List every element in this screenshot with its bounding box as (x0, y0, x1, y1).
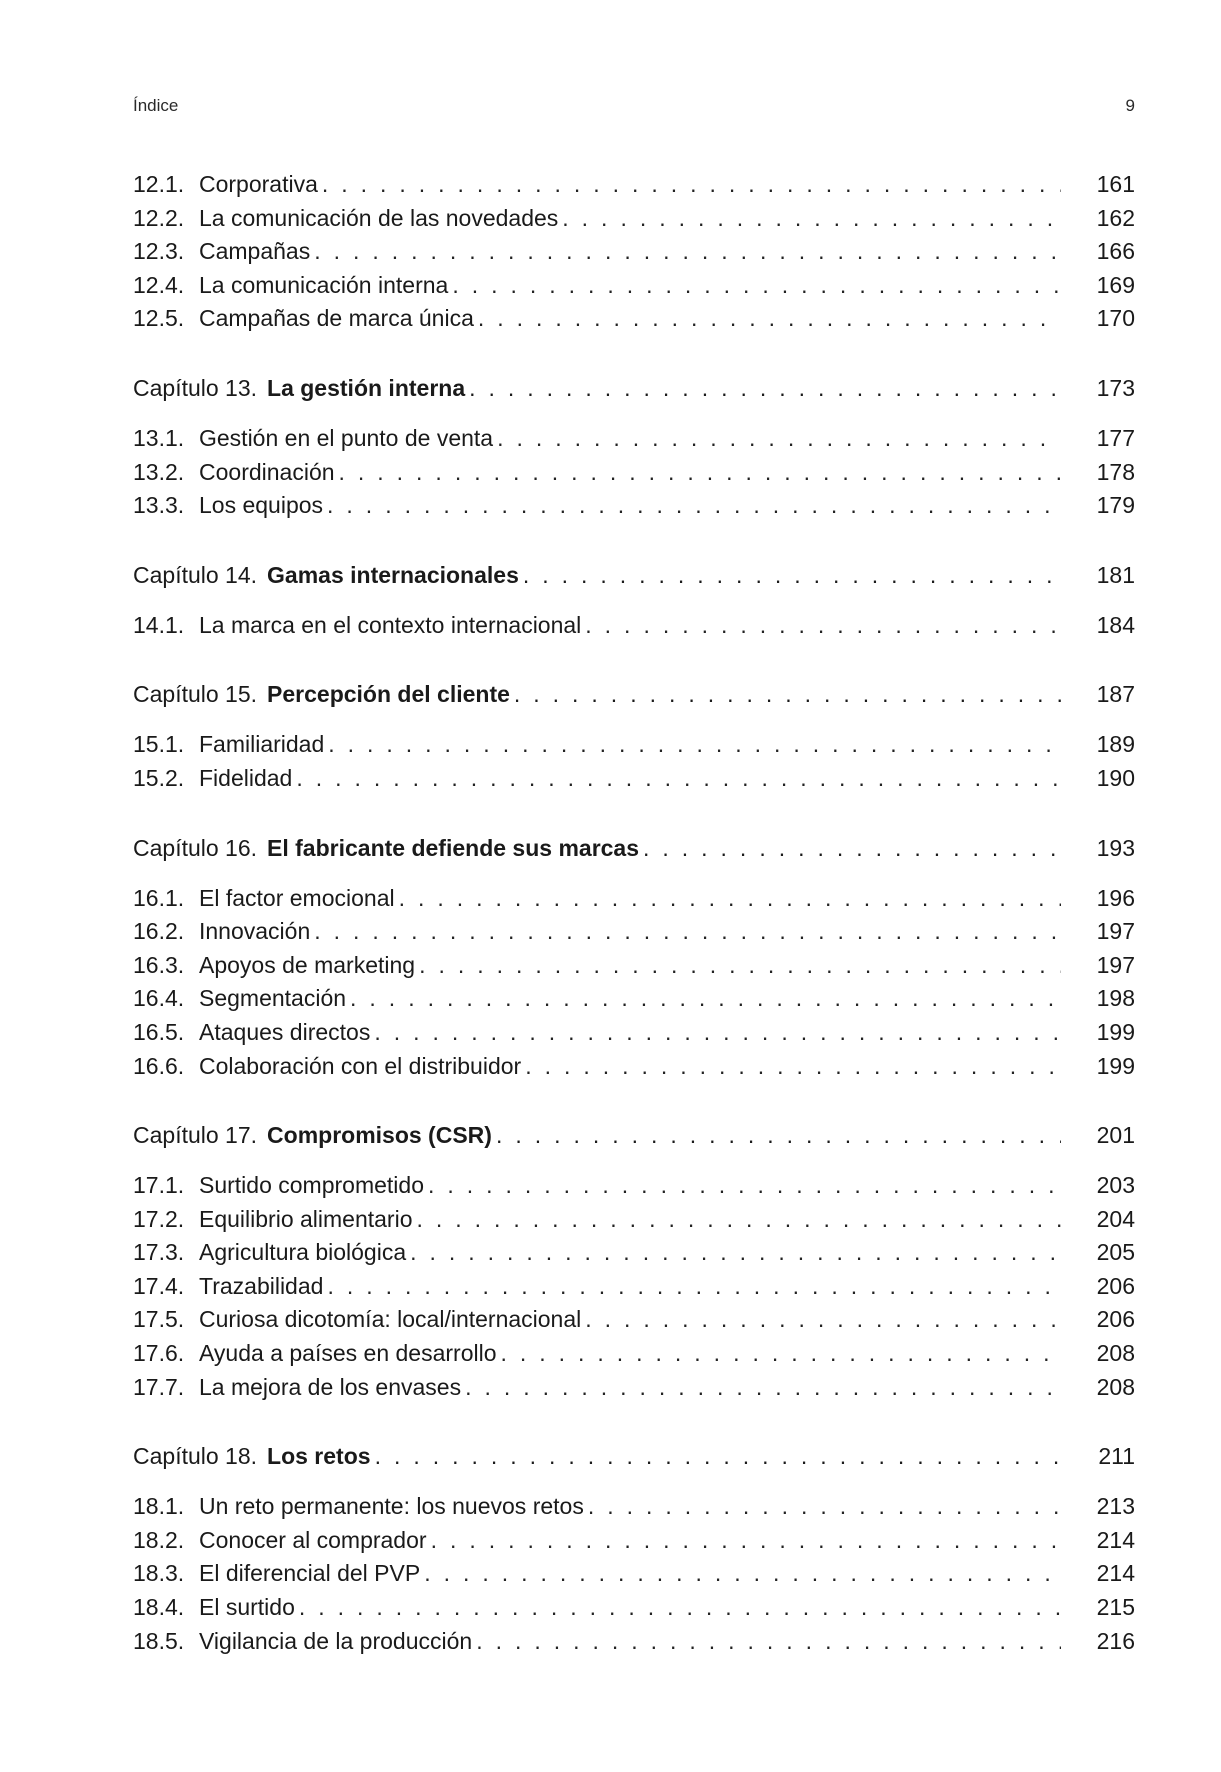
entry-title: Gestión en el punto de venta (199, 424, 494, 451)
toc-entry (133, 489, 1135, 523)
toc-entry (133, 609, 1135, 643)
dot-leader (350, 982, 1061, 1016)
entry-title: Apoyos de marketing (199, 951, 416, 978)
dot-leader (452, 269, 1061, 303)
toc-entry (133, 168, 1135, 202)
toc-chapter (133, 830, 1135, 866)
dot-leader (585, 1303, 1061, 1337)
entry-page: 214 (1096, 1560, 1135, 1587)
entry-number: 16.6. (133, 1052, 185, 1079)
entry-page: 177 (1096, 424, 1135, 451)
entry-title: La mejora de los envases (199, 1373, 462, 1400)
chapter-label: Capítulo 16. (133, 834, 258, 861)
entry-title: Conocer al comprador (199, 1526, 427, 1553)
entry-title: Trazabilidad (199, 1272, 324, 1299)
toc-entry (133, 1591, 1135, 1625)
toc-chapter (133, 370, 1135, 406)
chapter-page: 173 (1096, 374, 1135, 401)
entry-title: La comunicación interna (199, 271, 449, 298)
entry-page: 178 (1096, 458, 1135, 485)
dot-leader (514, 676, 1061, 712)
document-page (133, 96, 1135, 1658)
dot-leader (643, 830, 1061, 866)
chapter-label: Capítulo 17. (133, 1122, 258, 1149)
entry-number: 17.7. (133, 1373, 185, 1400)
toc-entry (133, 1524, 1135, 1558)
entry-number: 12.2. (133, 204, 185, 231)
entry-page: 196 (1096, 884, 1135, 911)
entry-title: Segmentación (199, 985, 347, 1012)
chapter-page: 211 (1098, 1443, 1135, 1470)
entry-number: 13.2. (133, 458, 185, 485)
entry-page: 197 (1096, 951, 1135, 978)
entry-page: 206 (1096, 1272, 1135, 1299)
chapter-title: Los retos (267, 1443, 371, 1470)
chapter-title: El fabricante defiende sus marcas (267, 834, 640, 861)
entry-title: Ayuda a países en desarrollo (199, 1340, 497, 1367)
page-number: 9 (1125, 96, 1135, 115)
entry-page: 216 (1096, 1627, 1135, 1654)
dot-leader (327, 489, 1061, 523)
entry-number: 13.1. (133, 424, 185, 451)
entry-number: 15.2. (133, 764, 185, 791)
dot-leader (501, 1337, 1062, 1371)
toc-entry (133, 1337, 1135, 1371)
toc-entry (133, 1557, 1135, 1591)
chapter-label: Capítulo 14. (133, 561, 258, 588)
dot-leader (314, 915, 1061, 949)
dot-leader (296, 762, 1061, 796)
chapter-title: La gestión interna (267, 374, 466, 401)
entry-number: 15.1. (133, 731, 185, 758)
toc-entry (133, 1490, 1135, 1524)
entry-title: Fidelidad (199, 764, 293, 791)
toc-entry (133, 1203, 1135, 1237)
entry-page: 189 (1096, 731, 1135, 758)
dot-leader (496, 1117, 1061, 1153)
dot-leader (478, 302, 1061, 336)
entry-title: Campañas de marca única (199, 305, 474, 332)
entry-number: 12.1. (133, 171, 185, 197)
toc-entry (133, 915, 1135, 949)
toc-entry (133, 1270, 1135, 1304)
entry-title: La marca en el contexto internacional (199, 611, 582, 638)
entry-page: 204 (1096, 1205, 1135, 1232)
dot-leader (327, 1270, 1061, 1304)
chapter-label: Capítulo 18. (133, 1443, 258, 1470)
table-of-contents (133, 168, 1135, 1658)
entry-page: 205 (1096, 1239, 1135, 1266)
entry-page: 203 (1096, 1172, 1135, 1199)
entry-page: 215 (1096, 1594, 1135, 1621)
entry-number: 12.4. (133, 271, 185, 298)
toc-entry (133, 1625, 1135, 1659)
toc-entry (133, 302, 1135, 336)
entry-page: 184 (1096, 611, 1135, 638)
entry-page: 199 (1096, 1052, 1135, 1079)
entry-number: 12.5. (133, 305, 185, 332)
entry-page: 208 (1096, 1373, 1135, 1400)
entry-title: Colaboración con el distribuidor (199, 1052, 522, 1079)
entry-title: El diferencial del PVP (199, 1560, 421, 1587)
dot-leader (314, 235, 1061, 269)
chapter-title: Percepción del cliente (267, 681, 510, 708)
toc-entry (133, 1303, 1135, 1337)
entry-title: Innovación (199, 918, 311, 945)
toc-chapter (133, 1117, 1135, 1153)
entry-title: La comunicación de las novedades (199, 204, 559, 231)
entry-title: Familiaridad (199, 731, 325, 758)
chapter-label: Capítulo 15. (133, 681, 258, 708)
entry-title: Vigilancia de la producción (199, 1627, 473, 1654)
entry-title: Equilibrio alimentario (199, 1205, 413, 1232)
toc-entry (133, 1016, 1135, 1050)
entry-page: 199 (1096, 1018, 1135, 1045)
entry-page: 169 (1096, 271, 1135, 298)
dot-leader (374, 1016, 1061, 1050)
toc-chapter (133, 1438, 1135, 1474)
entry-number: 16.5. (133, 1018, 185, 1045)
dot-leader (469, 370, 1061, 406)
toc-entry (133, 1236, 1135, 1270)
chapter-page: 181 (1096, 561, 1135, 588)
dot-leader (465, 1371, 1061, 1405)
dot-leader (328, 728, 1061, 762)
entry-number: 16.4. (133, 985, 185, 1012)
entry-page: 166 (1096, 238, 1135, 265)
entry-number: 18.2. (133, 1526, 185, 1553)
entry-number: 18.1. (133, 1493, 185, 1520)
dot-leader (497, 422, 1061, 456)
entry-title: Agricultura biológica (199, 1239, 407, 1266)
entry-number: 14.1. (133, 611, 185, 638)
entry-number: 17.4. (133, 1272, 185, 1299)
dot-leader (523, 557, 1061, 593)
toc-entry (133, 456, 1135, 490)
chapter-label: Capítulo 13. (133, 374, 258, 401)
dot-leader (417, 1203, 1062, 1237)
chapter-page: 193 (1096, 834, 1135, 861)
entry-page: 206 (1096, 1306, 1135, 1333)
entry-number: 16.2. (133, 918, 185, 945)
toc-entry (133, 1371, 1135, 1405)
entry-title: Curiosa dicotomía: local/internacional (199, 1306, 582, 1333)
dot-leader (322, 168, 1061, 202)
entry-title: Coordinación (199, 458, 335, 485)
dot-leader (410, 1236, 1061, 1270)
chapter-page: 201 (1096, 1122, 1135, 1149)
entry-page: 161 (1096, 171, 1135, 197)
entry-number: 17.2. (133, 1205, 185, 1232)
entry-page: 179 (1096, 492, 1135, 519)
toc-entry (133, 762, 1135, 796)
entry-number: 17.3. (133, 1239, 185, 1266)
dot-leader (562, 202, 1061, 236)
entry-page: 170 (1096, 305, 1135, 332)
entry-page: 214 (1096, 1526, 1135, 1553)
entry-title: El factor emocional (199, 884, 395, 911)
entry-title: Los equipos (199, 492, 324, 519)
dot-leader (428, 1169, 1061, 1203)
entry-page: 197 (1096, 918, 1135, 945)
toc-entry (133, 422, 1135, 456)
entry-title: Un reto permanente: los nuevos retos (199, 1493, 584, 1520)
entry-number: 12.3. (133, 238, 185, 265)
dot-leader (424, 1557, 1061, 1591)
entry-number: 18.4. (133, 1594, 185, 1621)
dot-leader (525, 1050, 1061, 1084)
chapter-title: Compromisos (CSR) (267, 1122, 492, 1149)
toc-entry (133, 882, 1135, 916)
section-title: Índice (133, 96, 179, 115)
toc-entry (133, 728, 1135, 762)
entry-title: Surtido comprometido (199, 1172, 424, 1199)
toc-entry (133, 269, 1135, 303)
dot-leader (339, 456, 1061, 490)
entry-number: 17.1. (133, 1172, 185, 1199)
entry-page: 213 (1096, 1493, 1135, 1520)
dot-leader (399, 882, 1061, 916)
running-header (133, 96, 1135, 126)
chapter-title: Gamas internacionales (267, 561, 519, 588)
entry-number: 13.3. (133, 492, 185, 519)
dot-leader (588, 1490, 1061, 1524)
entry-title: Ataques directos (199, 1018, 371, 1045)
entry-number: 17.5. (133, 1306, 185, 1333)
entry-page: 190 (1096, 764, 1135, 791)
dot-leader (431, 1524, 1061, 1558)
entry-title: Corporativa (199, 171, 318, 197)
chapter-page: 187 (1096, 681, 1135, 708)
entry-number: 18.5. (133, 1627, 185, 1654)
entry-title: El surtido (199, 1594, 295, 1621)
toc-chapter (133, 676, 1135, 712)
toc-entry (133, 982, 1135, 1016)
toc-entry (133, 949, 1135, 983)
toc-entry (133, 235, 1135, 269)
entry-title: Campañas (199, 238, 311, 265)
entry-page: 198 (1096, 985, 1135, 1012)
toc-chapter (133, 557, 1135, 593)
entry-number: 17.6. (133, 1340, 185, 1367)
toc-entry (133, 1169, 1135, 1203)
toc-entry (133, 202, 1135, 236)
entry-page: 208 (1096, 1340, 1135, 1367)
dot-leader (476, 1625, 1061, 1659)
dot-leader (419, 949, 1061, 983)
entry-page: 162 (1096, 204, 1135, 231)
entry-number: 16.3. (133, 951, 185, 978)
toc-entry (133, 1050, 1135, 1084)
entry-number: 16.1. (133, 884, 185, 911)
dot-leader (299, 1591, 1061, 1625)
entry-number: 18.3. (133, 1560, 185, 1587)
dot-leader (375, 1438, 1061, 1474)
dot-leader (585, 609, 1061, 643)
